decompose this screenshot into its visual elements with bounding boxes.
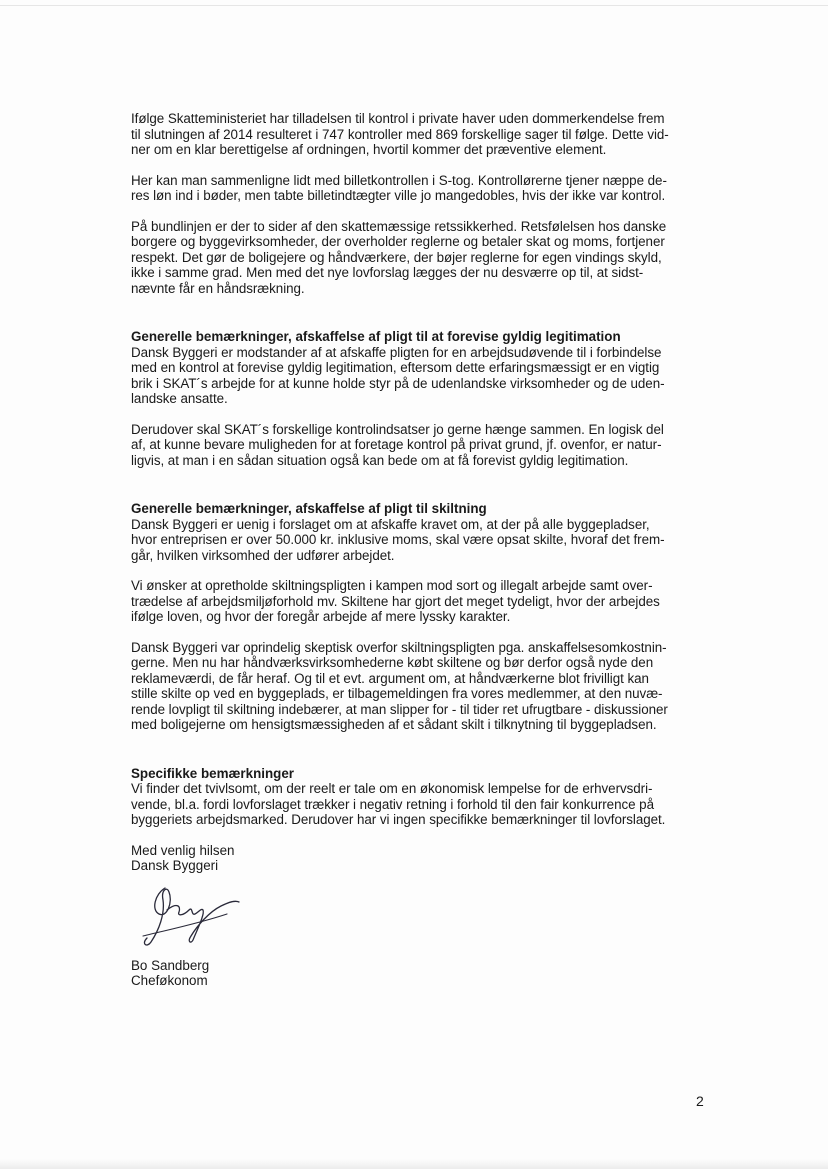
bottom-edge-shade [0,1159,828,1169]
section-spacer [131,748,716,766]
handwritten-signature [137,880,247,950]
section-legitimation-paragraph-1: Dansk Byggeri er modstander af at afskaffe pligten for en arbejdsudøvende til i forbindelse med en kontrol at forevise gyldig legitimation, eftersom dette erfaringsmæssigt er en vigtig brik i SKAT´s arbejde for at kunne holde styr på de udenlandske virksomheder og de uden- landske ansatte. [131,344,665,406]
signature-icon [137,880,247,950]
section-spacer [131,311,716,329]
section-heading-legitimation: Generelle bemærkninger, afskaffelse af pligt til at forevise gyldig legitimation [131,329,621,344]
page-number: 2 [696,1093,704,1109]
section-spacer [131,483,716,501]
section-specifikke [131,766,716,828]
intro-paragraph-3: På bundlinjen er der to sider af den skattemæssige retssikkerhed. Retsfølelsen hos danske borgere og byggevirksomheder, der overholder reglerne og betaler skat og moms, fortjener respekt. Det gør de boligejere og håndværkere, der bøjer reglerne for egen vindings skyld, ikke i samme grad. Men med det nye lovforslag lægges der nu desværre op til, at sidst- nævnte får en håndsrækning. [131,218,667,296]
closing-organization: Dansk Byggeri [131,858,219,873]
closing-block [131,843,716,989]
signer-name: Bo Sandberg [131,957,210,973]
section-skiltning-paragraph-1: Dansk Byggeri er uenig i forslaget om at afskaffe kravet om, at der på alle byggepladser, hvor entreprisen er over 50.000 kr. inklusive moms, skal være opsat skilte, hvoraf det frem- går, hvilken virksomhed der udfører arbejdet. [131,516,665,563]
section-skiltning [131,501,716,733]
intro-paragraph-2: Her kan man sammenligne lidt med billetkontrollen i S-tog. Kontrollørerne tjener næppe de- res løn ind i bøder, men tabte billetindtægter ville jo mangedobles, hvis der ikke var kontrol. [131,172,667,203]
closing-greeting: Med venlig hilsen [131,842,235,858]
section-skiltning-paragraph-3: Dansk Byggeri var oprindelig skeptisk overfor skiltningspligten pga. anskaffelsesomkostnin- gerne. Men nu har håndværksvirksomhederne købt skiltene og bør derfor også nyde den reklameværdi, de får heraf. Og til et evt. argument om, at håndværkerne blot frivilligt kan stille skilte op ved en byggeplads, er tilbagemeldingen fra vores medlemmer, at den nuvæ- rende lovpligt til skiltning indebærer, at man slipper for - til tider ret ufrugtbare - diskussioner med boligejerne om hensigtsmæssigheden af et sådant skilt i tilknytning til byggepladsen. [131,639,668,732]
intro-paragraph-1: Ifølge Skatteministeriet har tilladelsen til kontrol i private haver uden dommerkendelse frem til slutningen af 2014 resulteret i 747 kontroller med 869 forskellige sager til følge. Dette vid- ner om en klar berettigelse af ordningen, hvortil kommer det præventive element. [131,111,669,157]
section-heading-specifikke: Specifikke bemærkninger [131,765,294,781]
top-edge-line [0,5,828,6]
letter-body [131,111,716,989]
section-skiltning-paragraph-2: Vi ønsker at opretholde skiltningspligten i kampen mod sort og illegalt arbejde samt over- trædelse af arbejdsmiljøforhold mv. Skiltene har gjort det meget tydeligt, hvor der arbejdes ifølge loven, og hvor der foregår arbejde af mere lyssky karakter. [131,578,660,624]
section-legitimation-paragraph-2: Derudover skal SKAT´s forskellige kontrolindsatser jo gerne hænge sammen. En logisk del af, at kunne bevare muligheden for at foretage kontrol på privat grund, jf. ovenfor, er natur- ligvis, at man i en sådan situation også kan bede om at få forevist gyldig legitimation. [131,421,664,468]
section-legitimation [131,329,716,468]
section-specifikke-paragraph-1: Vi finder det tvivlsomt, om der reelt er tale om en økonomisk lempelse for de erhvervsdri- vende, bl.a. fordi lovforslaget trækker i negativ retning i forhold til den fair konkurrence på byggeriets arbejdsmarked. Derudover har vi ingen specifikke bemærkninger til lovforslaget. [131,781,666,827]
signer-title: Cheføkonom [131,973,208,988]
section-heading-skiltning: Generelle bemærkninger, afskaffelse af pligt til skiltning [131,501,487,516]
